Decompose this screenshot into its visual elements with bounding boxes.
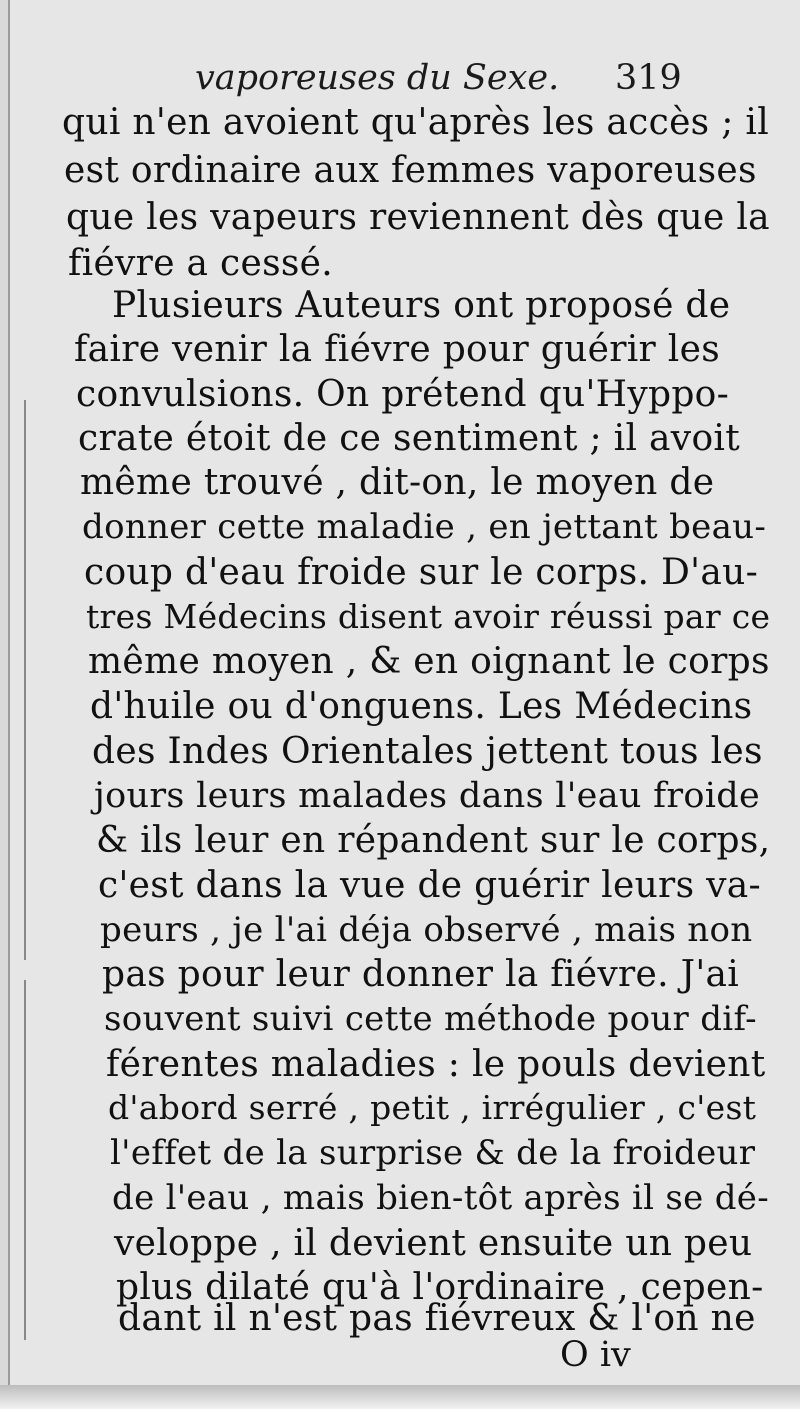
text-line: souvent suivi cette méthode pour dif- xyxy=(104,999,757,1039)
text-line: d'abord serré , petit , irrégulier , c'est xyxy=(108,1088,757,1127)
page-bottom-shadow xyxy=(0,1385,800,1409)
text-line: coup d'eau froide sur le corps. D'au- xyxy=(84,552,759,593)
page-number: 319 xyxy=(615,58,682,98)
text-line: convulsions. On prétend qu'Hyppo- xyxy=(76,374,730,415)
text-line: fiévre a cessé. xyxy=(68,243,334,284)
text-line: pas pour leur donner la fiévre. J'ai xyxy=(102,954,740,995)
text-line: donner cette maladie , en jettant beau- xyxy=(82,507,767,547)
text-line: férentes maladies : le pouls devient xyxy=(106,1044,766,1085)
text-line: crate étoit de ce sentiment ; il avoit xyxy=(78,418,741,459)
text-line: qui n'en avoient qu'après les accès ; il xyxy=(62,102,770,143)
text-line: jours leurs malades dans l'eau froide xyxy=(94,776,760,816)
text-line: tres Médecins disent avoir réussi par ce xyxy=(86,597,771,636)
running-title: vaporeuses du Sexe. xyxy=(195,58,560,98)
text-line: des Indes Orientales jettent tous les xyxy=(92,731,763,772)
text-line: plus dilaté qu'à l'ordinaire , cepen- xyxy=(116,1267,764,1308)
text-line: dant il n'est pas fiévreux & l'on ne xyxy=(118,1298,756,1339)
text-line: veloppe , il devient ensuite un peu xyxy=(114,1223,753,1264)
page-header xyxy=(195,52,715,102)
text-line: faire venir la fiévre pour guérir les xyxy=(74,329,720,370)
text-line: d'huile ou d'onguens. Les Médecins xyxy=(90,686,753,727)
text-line: est ordinaire aux femmes vaporeuses xyxy=(64,150,757,191)
page-fold-line xyxy=(24,400,26,960)
text-line: peurs , je l'ai déja observé , mais non xyxy=(100,910,753,950)
text-line: même moyen , & en oignant le corps xyxy=(88,641,770,682)
text-line: de l'eau , mais bien-tôt après il se dé- xyxy=(112,1178,769,1218)
text-line: Plusieurs Auteurs ont proposé de xyxy=(112,285,731,326)
text-line: c'est dans la vue de guérir leurs va- xyxy=(98,865,761,906)
signature-mark: O iv xyxy=(560,1335,631,1375)
page-fold-line xyxy=(24,980,26,1340)
text-line: que les vapeurs reviennent dès que la xyxy=(66,197,770,238)
text-line: & ils leur en répandent sur le corps, xyxy=(96,820,771,861)
text-line: l'effet de la surprise & de la froideur xyxy=(110,1133,756,1173)
text-line: même trouvé , dit-on, le moyen de xyxy=(80,462,715,503)
